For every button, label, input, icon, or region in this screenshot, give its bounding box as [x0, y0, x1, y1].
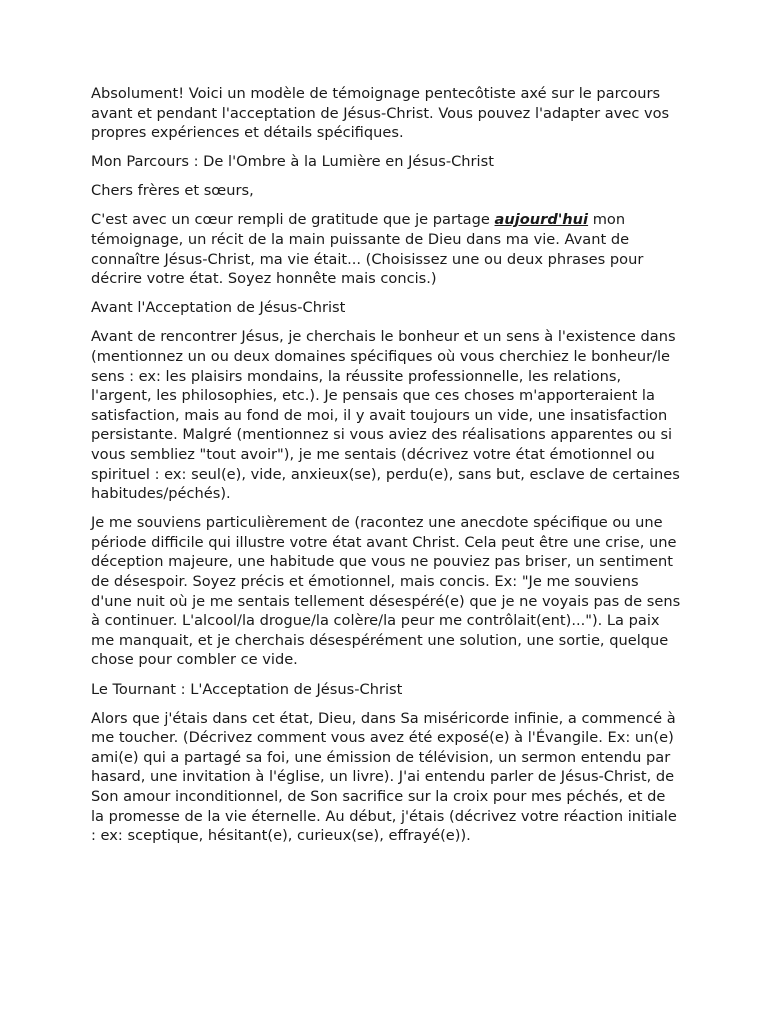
opening-paragraph	[91, 210, 681, 288]
salutation: Chers frères et sœurs,	[91, 182, 254, 200]
before-paragraph-2: Je me souviens particulièrement de (racontez une anecdote spécifique ou une période difficile qui illustre votre état avant Christ. Cela peut être une crise, une déception majeure, une habitude que vous ne pouviez pas briser, un sentiment de désespoir. Soyez précis et émotionnel, mais concis. Ex: "Je me souviens d'une nuit où je me sentais tellement désespéré(e) que je ne voyais pas de sens à continuer. L'alcool/la drogue/la colère/la peur me contrôlait(ent)..."). La paix me manquait, et je cherchais désespérément une solution, une sortie, quelque chose pour combler ce vide.	[91, 514, 681, 669]
section-heading-before: Avant l'Acceptation de Jésus-Christ	[91, 299, 346, 317]
opening-text-after: mon témoignage, un récit de la main puissante de Dieu dans ma vie. Avant de connaître Jésus-Christ, ma vie était... (Choisissez une ou deux phrases pour décrire votre état. Soyez honnête mais concis.)	[91, 211, 644, 288]
opening-text-before: C'est avec un cœur rempli de gratitude que je partage	[91, 211, 495, 229]
before-paragraph-1: Avant de rencontrer Jésus, je cherchais le bonheur et un sens à l'existence dans (mentionnez un ou deux domaines spécifiques où vous cherchiez le bonheur/le sens : ex: les plaisirs mondains, la réussite professionnelle, les relations, l'argent, les philosophies, etc.). Je pensais que ces choses m'apporteraient la satisfaction, mais au fond de moi, il y avait toujours un vide, une insatisfaction persistante. Malgré (mentionnez si vous aviez des réalisations apparentes ou si vous sembliez "tout avoir"), je me sentais (décrivez votre état émotionnel ou spirituel : ex: seul(e), vide, anxieux(se), perdu(e), sans but, esclave de certaines habitudes/péchés).	[91, 328, 680, 503]
turning-point-paragraph-1: Alors que j'étais dans cet état, Dieu, dans Sa miséricorde infinie, a commencé à me toucher. (Décrivez comment vous avez été exposé(e) à l'Évangile. Ex: un(e) ami(e) qui a partagé sa foi, une émission de télévision, un sermon entendu par hasard, une invitation à l'église, un livre). J'ai entendu parler de Jésus-Christ, de Son amour inconditionnel, de Son sacrifice sur la croix pour mes péchés, et de la promesse de la vie éternelle. Au début, j'étais (décrivez votre réaction initiale : ex: sceptique, hésitant(e), curieux(se), effrayé(e)).	[91, 709, 677, 845]
emphasized-word: aujourd'hui	[494, 211, 589, 229]
document-title: Mon Parcours : De l'Ombre à la Lumière en Jésus-Christ	[91, 153, 494, 171]
document-page	[91, 84, 681, 855]
intro-paragraph: Absolument! Voici un modèle de témoignage pentecôtiste axé sur le parcours avant et pendant l'acceptation de Jésus-Christ. Vous pouvez l'adapter avec vos propres expériences et détails spécifiques.	[91, 85, 670, 142]
section-heading-turning-point: Le Tournant : L'Acceptation de Jésus-Christ	[91, 680, 403, 698]
